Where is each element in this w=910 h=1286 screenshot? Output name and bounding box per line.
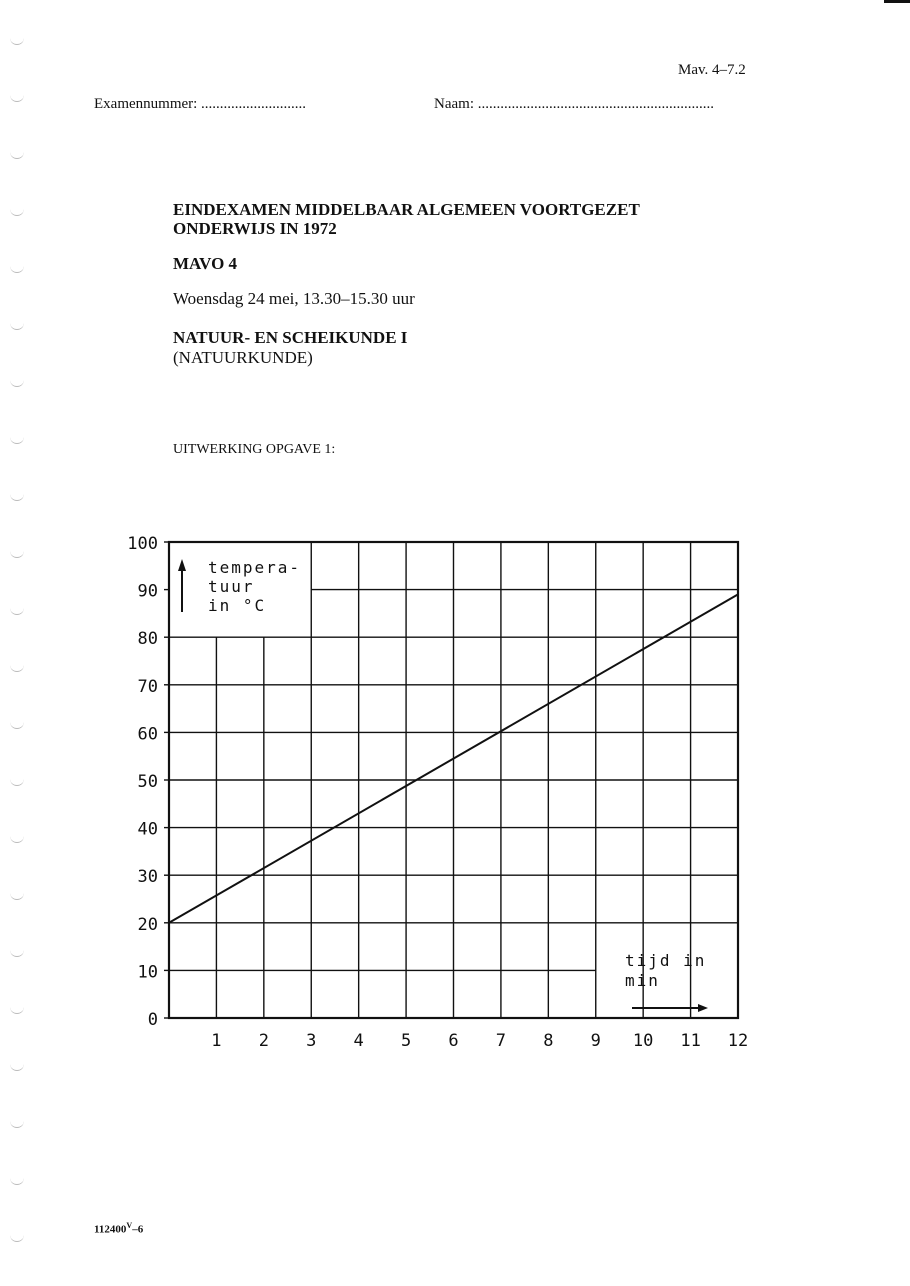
x-axis-arrow-head xyxy=(698,1004,708,1012)
x-tick-label: 8 xyxy=(543,1031,554,1051)
x-tick-label: 7 xyxy=(495,1031,507,1051)
exam-title: EINDEXAMEN MIDDELBAAR ALGEMEEN VOORTGEZET ONDERWIJS IN 1972 xyxy=(173,200,640,238)
x-tick-label: 12 xyxy=(727,1031,749,1051)
y-tick-label: 90 xyxy=(137,581,158,602)
y-tick-label: 50 xyxy=(137,772,158,792)
y-tick-label: 30 xyxy=(137,867,158,888)
y-axis-label-line: tempera- xyxy=(208,558,302,577)
x-axis-label-line: min xyxy=(625,971,660,990)
y-tick-label: 40 xyxy=(137,819,158,840)
y-tick-label: 80 xyxy=(137,629,158,650)
exam-level: MAVO 4 xyxy=(173,254,238,273)
y-axis-label-line: tuur xyxy=(208,577,255,596)
y-axis-arrow-head xyxy=(178,559,186,571)
exam-number-field: Examennummer: ............................ xyxy=(94,96,307,112)
x-axis-label-line: tijd in xyxy=(625,951,707,970)
y-tick-label: 60 xyxy=(137,724,158,745)
y-axis-label-line: in °C xyxy=(208,596,267,615)
y-tick-label: 10 xyxy=(137,962,158,983)
print-code-main: 112400 xyxy=(94,1223,127,1236)
margin-mark xyxy=(10,1178,24,1185)
name-field: Naam: ............................................................... xyxy=(434,96,714,112)
x-tick-label: 3 xyxy=(306,1031,317,1051)
y-tick-label: 0 xyxy=(147,1010,158,1030)
margin-mark xyxy=(10,1235,24,1242)
print-code-suffix: –6 xyxy=(132,1223,144,1236)
x-tick-label: 6 xyxy=(448,1031,459,1051)
x-tick-label: 10 xyxy=(632,1031,654,1051)
x-tick-label: 1 xyxy=(211,1031,222,1051)
data-point xyxy=(169,922,170,923)
x-tick-label: 11 xyxy=(680,1031,701,1051)
print-code xyxy=(94,1221,143,1236)
x-tick-label: 4 xyxy=(353,1031,364,1051)
x-tick-label: 2 xyxy=(258,1031,269,1051)
x-tick-label: 5 xyxy=(400,1031,412,1051)
data-point xyxy=(738,594,739,595)
subject-title: NATUUR- EN SCHEIKUNDE I xyxy=(173,328,408,347)
assignment-heading: UITWERKING OPGAVE 1: xyxy=(173,442,336,457)
x-tick-label: 9 xyxy=(590,1031,601,1051)
margin-mark xyxy=(10,1121,24,1128)
y-tick-label: 100 xyxy=(127,534,158,554)
y-tick-label: 20 xyxy=(137,914,158,935)
exam-code: Mav. 4–7.2 xyxy=(678,62,746,78)
print-code-sup: V xyxy=(126,1221,133,1230)
subject-subtitle: (NATUURKUNDE) xyxy=(173,348,313,367)
exam-date: Woensdag 24 mei, 13.30–15.30 uur xyxy=(173,289,415,308)
y-tick-label: 70 xyxy=(137,676,158,697)
